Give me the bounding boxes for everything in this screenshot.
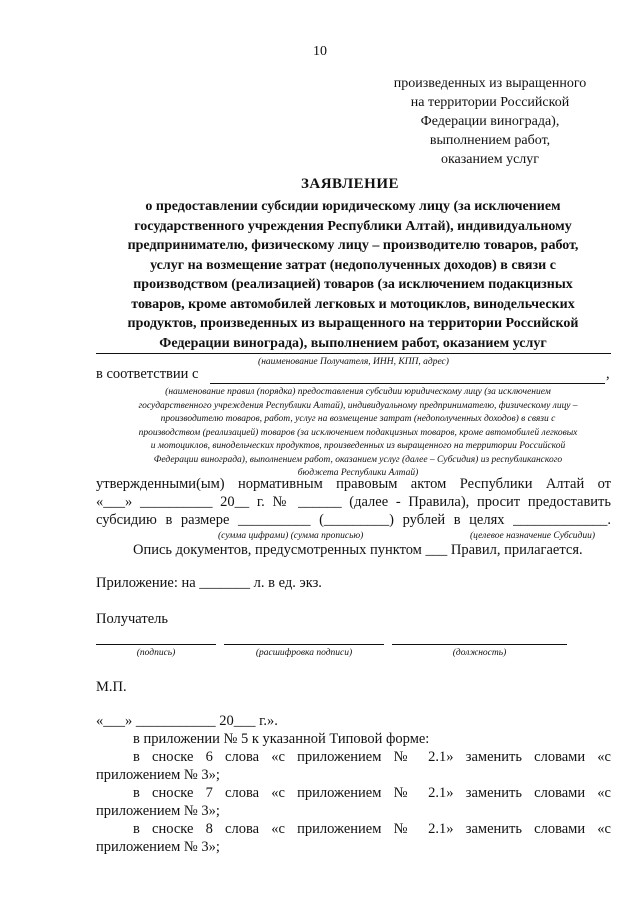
accordance-comma: , [606, 366, 610, 382]
final-date-line: «___» ___________ 20___ г.». [96, 713, 278, 729]
rules-caption [88, 386, 628, 481]
subtitle-line: продуктов, произведенных из выращенного на территории Российской [127, 316, 579, 331]
sum-caption: (сумма цифрами) (сумма прописью) [218, 531, 364, 541]
header-block [370, 74, 610, 169]
approved-line: утвержденными(ым) нормативным правовым актом Республики Алтай от [96, 476, 611, 492]
rules-field-line [210, 383, 605, 384]
rules-caption-line: производством (реализацией) товаров (за исключением подакцизных товаров, кроме автомобилей легковых [138, 427, 578, 438]
signature-caption: (подпись) [136, 648, 176, 658]
header-line: произведенных из выращенного [393, 76, 587, 91]
recipient-caption: (наименование Получателя, ИНН, КПП, адрес) [258, 357, 449, 367]
purpose-caption: (целевое назначение Субсидии) [470, 531, 596, 541]
amendment-line: в сноске 8 слова «с приложением № 2.1» заменить словами «с [133, 821, 611, 837]
rules-caption-line: производителю товаров, работ, услуг на возмещение затрат (недополученных доходов) в связи с [160, 414, 556, 424]
accordance-label: в соответствии с [96, 366, 199, 382]
rules-caption-line: Федерации винограда), выполнением работ, оказанием услуг (далее – Субсидия) из республиканского [153, 454, 563, 465]
amendment-line-continuation: приложением № 3»; [96, 803, 220, 819]
subsidy-line: субсидию в размере __________ (_________) рублей в целях _____________. [96, 512, 611, 528]
document-subtitle [88, 197, 618, 353]
subtitle-line: товаров, кроме автомобилей легковых и мотоциклов, винодельческих [131, 296, 575, 312]
stamp-label: М.П. [96, 679, 127, 695]
subtitle-line: услуг на возмещение затрат (недополученных доходов) в связи с [150, 257, 556, 273]
date-line: «___» __________ 20__ г. № ______ (далее - Правила), просит предоставить [96, 494, 611, 510]
header-line: на территории Российской [410, 95, 570, 110]
recipient-label: Получатель [96, 611, 168, 627]
subtitle-line: государственного учреждения Республики Алтай), индивидуальному [134, 218, 572, 234]
amendment-line-continuation: приложением № 3»; [96, 767, 220, 783]
rules-caption-line: и мотоциклов, винодельческих продуктов, произведенных из выращенного на территории Российской [150, 441, 566, 451]
decoding-line [224, 644, 384, 645]
documents-line: Опись документов, предусмотренных пунктом ___ Правил, прилагается. [133, 542, 583, 558]
subtitle-line: о предоставлении субсидии юридическому лицу (за исключением [145, 199, 561, 214]
recipient-field-line [96, 353, 611, 354]
header-line: Федерации винограда), [420, 114, 560, 129]
amendments-intro: в приложении № 5 к указанной Типовой форме: [133, 731, 430, 747]
rules-caption-line: бюджета Республики Алтай) [297, 468, 419, 478]
document-title: ЗАЯВЛЕНИЕ [300, 176, 400, 192]
amendment-line: в сноске 6 слова «с приложением № 2.1» заменить словами «с [133, 749, 611, 765]
subtitle-line: Федерации винограда), выполнением работ, оказанием услуг [159, 335, 547, 351]
header-line: оказанием услуг [440, 152, 540, 167]
decoding-caption: (расшифровка подписи) [255, 648, 353, 658]
amendment-line-continuation: приложением № 3»; [96, 839, 220, 855]
attachment-line: Приложение: на _______ л. в ед. экз. [96, 575, 322, 591]
subtitle-line: производством (реализацией) товаров (за исключением подакцизных [133, 277, 573, 292]
header-line: выполнением работ, [429, 133, 551, 148]
signature-line [96, 644, 216, 645]
page-number: 10 [313, 44, 327, 59]
rules-caption-line: (наименование правил (порядка) предоставления субсидии юридическому лицу (за исключением [165, 387, 551, 397]
position-line [392, 644, 567, 645]
position-caption: (должность) [452, 648, 507, 658]
subtitle-line: предпринимателю, физическому лицу – производителю товаров, работ, [127, 238, 579, 253]
amendment-line: в сноске 7 слова «с приложением № 2.1» заменить словами «с [133, 785, 611, 801]
rules-caption-line: государственного учреждения Республики Алтай), индивидуальному предпринимателю, физическому лицу – [138, 400, 578, 411]
